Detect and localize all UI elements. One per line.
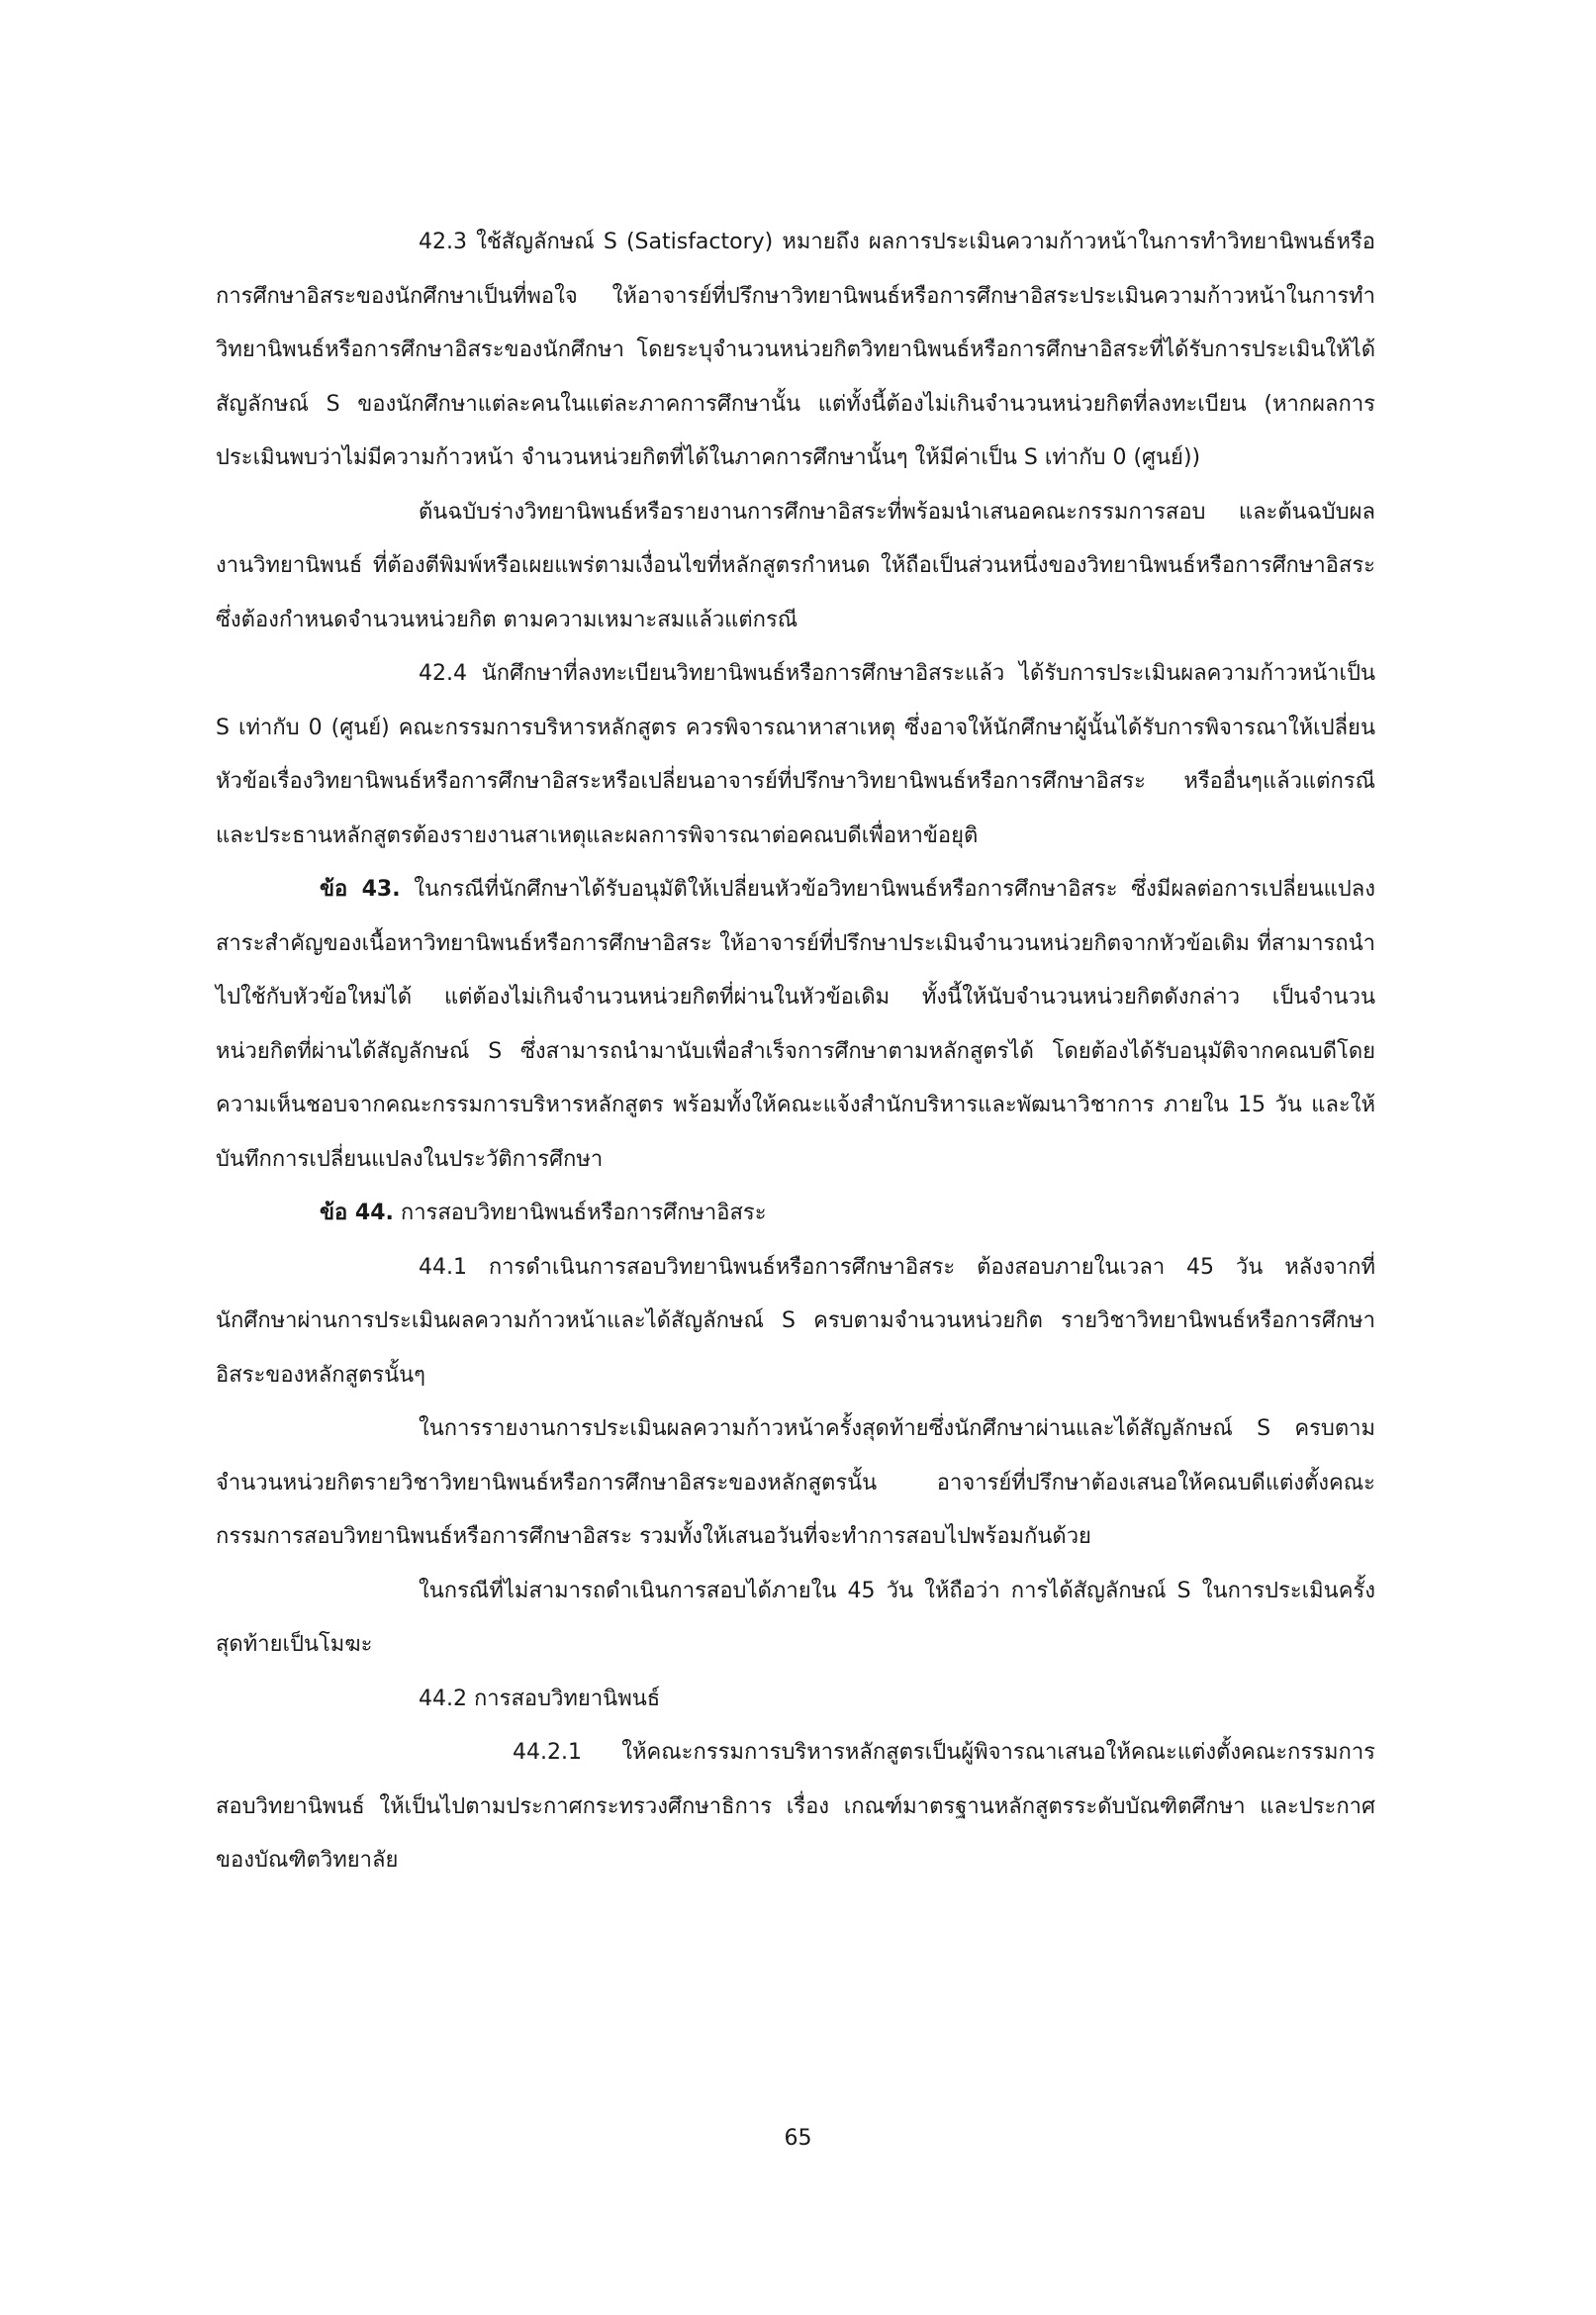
paragraph-article-43 [216,863,1375,1187]
article-43-label: ข้อ 43. [320,877,401,902]
paragraph-44-2-1: 44.2.1 ให้คณะกรรมการบริหารหลักสูตรเป็นผู้พิจารณาเสนอให้คณะแต่งตั้งคณะกรรมการสอบวิทยานิพนธ์ ให้เป็นไปตามประกาศกระทรวงศึกษาธิการ เรื่อง เกณฑ์มาตรฐานหลักสูตรระดับบัณฑิตศึกษา และประกาศของบัณฑิตวิทยาลัย [216,1740,1375,1873]
article-43-text: ในกรณีที่นักศึกษาได้รับอนุมัติให้เปลี่ยนหัวข้อวิทยานิพนธ์หรือการศึกษาอิสระ ซึ่งมีผลต่อการเปลี่ยนแปลงสาระสำคัญของเนื้อหาวิทยานิพนธ์หรือการศึกษาอิสระ ให้อาจารย์ที่ปรึกษาประเมินจำนวนหน่วยกิตจากหัวข้อเดิม ที่สามารถนำไปใช้กับหัวข้อใหม่ได้ แต่ต้องไม่เกินจำนวนหน่วยกิตที่ผ่านในหัวข้อเดิม ทั้งนี้ให้นับจำนวนหน่วยกิตดังกล่าว เป็นจำนวนหน่วยกิตที่ผ่านได้สัญลักษณ์ S ซึ่งสามารถนำมานับเพื่อสำเร็จการศึกษาตามหลักสูตรได้ โดยต้องได้รับอนุมัติจากคณบดีโดยความเห็นชอบจากคณะกรรมการบริหารหลักสูตร พร้อมทั้งให้คณะแจ้งสำนักบริหารและพัฒนาวิชาการ ภายใน 15 วัน และให้บันทึกการเปลี่ยนแปลงในประวัติการศึกษา [216,877,1375,1172]
article-44-label: ข้อ 44. [320,1201,394,1225]
article-44-text: การสอบวิทยานิพนธ์หรือการศึกษาอิสระ [393,1201,767,1225]
paragraph-final-report: ในการรายงานการประเมินผลความก้าวหน้าครั้งสุดท้ายซึ่งนักศึกษาผ่านและได้สัญลักษณ์ S ครบตามจำนวนหน่วยกิตรายวิชาวิทยานิพนธ์หรือการศึกษาอิสระของหลักสูตรนั้น อาจารย์ที่ปรึกษาต้องเสนอให้คณบดีแต่งตั้งคณะกรรมการสอบวิทยานิพนธ์หรือการศึกษาอิสระ รวมทั้งให้เสนอวันที่จะทำการสอบไปพร้อมกันด้วย [216,1416,1375,1549]
page-number: 65 [784,2126,812,2151]
paragraph-42-3: 42.3 ใช้สัญลักษณ์ S (Satisfactory) หมายถึง ผลการประเมินความก้าวหน้าในการทำวิทยานิพนธ์หรือการศึกษาอิสระของนักศึกษาเป็นที่พอใจ ให้อาจารย์ที่ปรึกษาวิทยานิพนธ์หรือการศึกษาอิสระประเมินความก้าวหน้าในการทำวิทยานิพนธ์หรือการศึกษาอิสระของนักศึกษา โดยระบุจำนวนหน่วยกิตวิทยานิพนธ์หรือการศึกษาอิสระที่ได้รับการประเมินให้ได้สัญลักษณ์ S ของนักศึกษาแต่ละคนในแต่ละภาคการศึกษานั้น แต่ทั้งนี้ต้องไม่เกินจำนวนหน่วยกิตที่ลงทะเบียน (หากผลการประเมินพบว่าไม่มีความก้าวหน้า จำนวนหน่วยกิตที่ได้ในภาคการศึกษานั้นๆ ให้มีค่าเป็น S เท่ากับ 0 (ศูนย์)) [216,230,1375,470]
paragraph-44-1: 44.1 การดำเนินการสอบวิทยานิพนธ์หรือการศึกษาอิสระ ต้องสอบภายในเวลา 45 วัน หลังจากที่นักศึกษาผ่านการประเมินผลความก้าวหน้าและได้สัญลักษณ์ S ครบตามจำนวนหน่วยกิต รายวิชาวิทยานิพนธ์หรือการศึกษาอิสระของหลักสูตรนั้นๆ [216,1254,1375,1388]
paragraph-draft-manuscript: ต้นฉบับร่างวิทยานิพนธ์หรือรายงานการศึกษาอิสระที่พร้อมนำเสนอคณะกรรมการสอบ และต้นฉบับผลงานวิทยานิพนธ์ ที่ต้องตีพิมพ์หรือเผยแพร่ตามเงื่อนไขที่หลักสูตรกำหนด ให้ถือเป็นส่วนหนึ่งของวิทยานิพนธ์หรือการศึกษาอิสระ ซึ่งต้องกำหนดจำนวนหน่วยกิต ตามความเหมาะสมแล้วแต่กรณี [216,499,1375,632]
document-body [216,216,1375,1888]
paragraph-45-days: ในกรณีที่ไม่สามารถดำเนินการสอบได้ภายใน 45 วัน ให้ถือว่า การได้สัญลักษณ์ S ในการประเมินครั้งสุดท้ายเป็นโมฆะ [216,1578,1375,1657]
paragraph-article-44 [216,1187,1375,1241]
paragraph-42-4: 42.4 นักศึกษาที่ลงทะเบียนวิทยานิพนธ์หรือการศึกษาอิสระแล้ว ได้รับการประเมินผลความก้าวหน้าเป็น S เท่ากับ 0 (ศูนย์) คณะกรรมการบริหารหลักสูตร ควรพิจารณาหาสาเหตุ ซึ่งอาจให้นักศึกษาผู้นั้นได้รับการพิจารณาให้เปลี่ยนหัวข้อเรื่องวิทยานิพนธ์หรือการศึกษาอิสระหรือเปลี่ยนอาจารย์ที่ปรึกษาวิทยานิพนธ์หรือการศึกษาอิสระ หรืออื่นๆแล้วแต่กรณี และประธานหลักสูตรต้องรายงานสาเหตุและผลการพิจารณาต่อคณบดีเพื่อหาข้อยุติ [216,661,1375,848]
paragraph-44-2: 44.2 การสอบวิทยานิพนธ์ [419,1686,661,1711]
